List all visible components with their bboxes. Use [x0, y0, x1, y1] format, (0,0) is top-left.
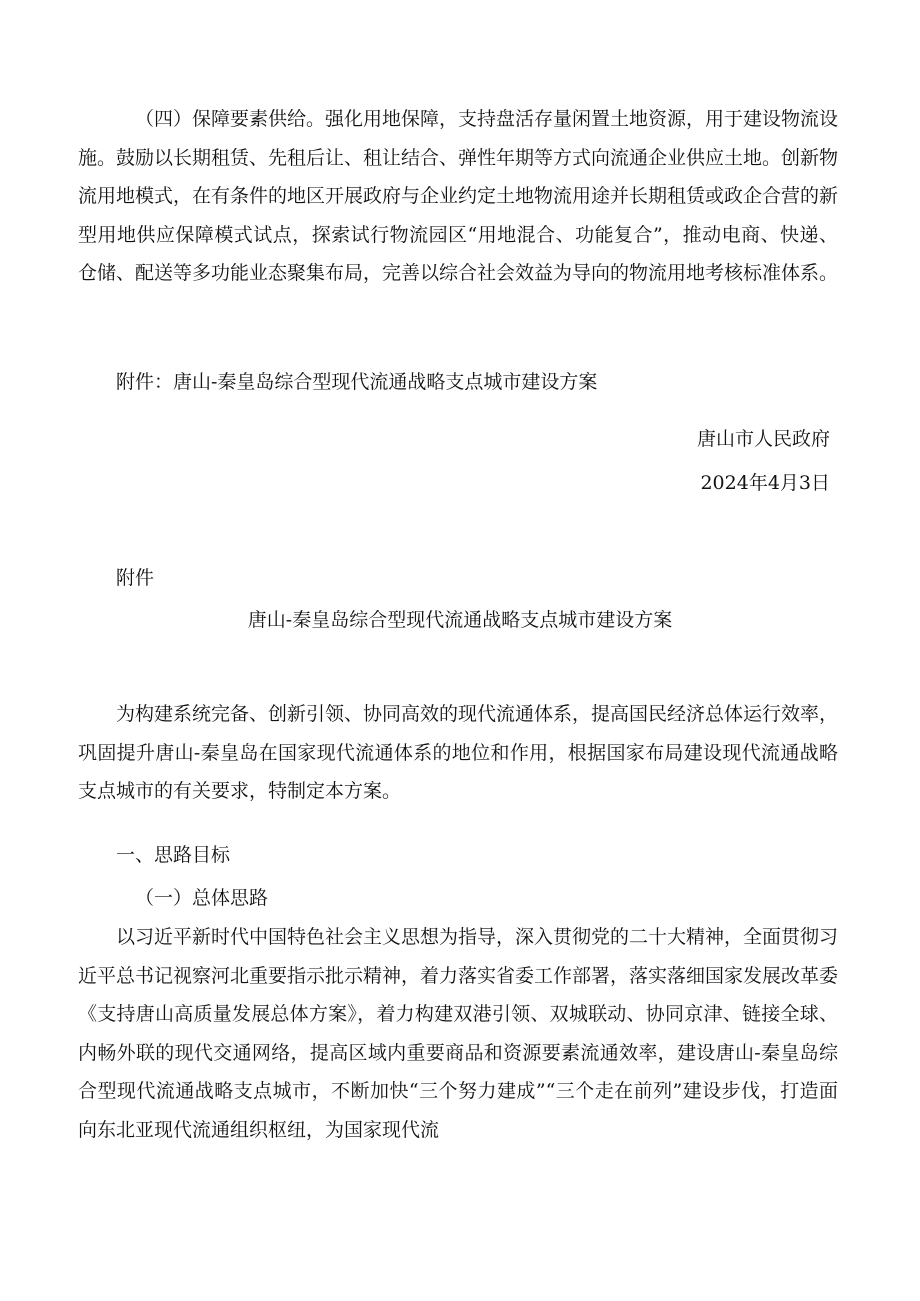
signature-org: 唐山市人民政府	[696, 428, 830, 450]
section-four-paragraph: （四）保障要素供给。强化用地保障，支持盘活存量闲置土地资源，用于建设物流设施。鼓励以长期租赁、先租后让、租让结合、弹性年期等方式向流通企业供应土地。创新物流用地模式，在有条件的地区开展政府与企业约定土地物流用途并长期租赁或政企合营的新型用地供应保障模式试点，探索试行物流园区“用地混合、功能复合”，推动电商、快递、仓储、配送等多功能业态聚集布局，完善以综合社会效益为导向的物流用地考核标准体系。	[78, 108, 839, 284]
intro-paragraph: 为构建系统完备、创新引领、协同高效的现代流通体系，提高国民经济总体运行效率，巩固提升唐山-秦皇岛在国家现代流通体系的地位和作用，根据国家布局建设现代流通战略支点城市的有关要求，特制定本方案。	[78, 703, 839, 802]
attachment-note: 附件：唐山-秦皇岛综合型现代流通战略支点城市建设方案	[116, 371, 598, 393]
signature-date: 2024年4月3日	[700, 472, 830, 494]
appendix-label: 附件	[116, 567, 155, 589]
appendix-title: 唐山-秦皇岛综合型现代流通战略支点城市建设方案	[247, 609, 673, 631]
guideline-paragraph: 以习近平新时代中国特色社会主义思想为指导，深入贯彻党的二十大精神，全面贯彻习近平总书记视察河北重要指示批示精神，着力落实省委工作部署，落实落细国家发展改革委《支持唐山高质量发展总体方案》，着力构建双港引领、双城联动、协同京津、链接全球、内畅外联的现代交通网络，提高区域内重要商品和资源要素流通效率，建设唐山-秦皇岛综合型现代流通战略支点城市，不断加快“三个努力建成”“三个走在前列”建设步伐，打造面向东北亚现代流通组织枢纽，为国家现代流	[78, 926, 839, 1141]
heading-one: 一、思路目标	[116, 844, 231, 866]
subheading-one: （一）总体思路	[135, 887, 269, 909]
